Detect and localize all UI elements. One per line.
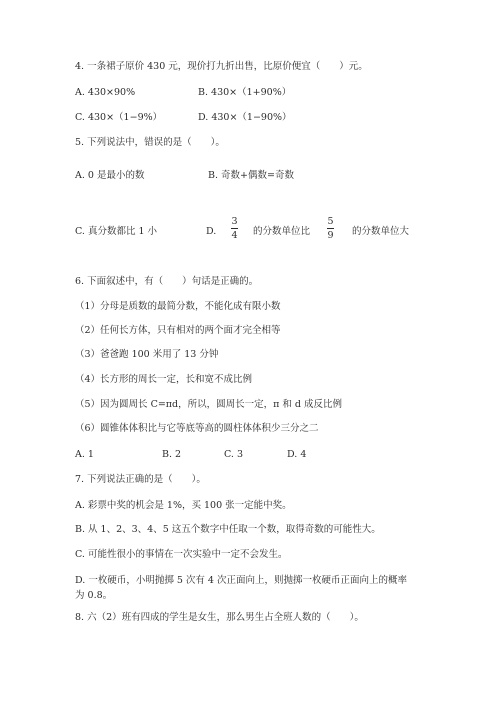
q4-option-c: C. 430×（1−9%） [75,112,163,123]
fraction-five-ninths [327,216,334,241]
q4-stem: 4. 一条裙子原价 430 元，现价打九折出售，比原价便宜（ ）元。 [75,61,368,72]
q7-option-c: C. 可能性很小的事情在一次实验中一定不会发生。 [75,549,288,560]
q6-statement-5: （5）因为圆周长 C=πd，所以，圆周长一定，π 和 d 成反比例 [75,399,343,410]
q7-stem: 7. 下列说法正确的是（ ）。 [75,474,206,485]
q5-option-d-label: D. [206,226,217,237]
fraction-numerator: 5 [327,216,334,227]
q6-option-d: D. 4 [287,449,307,460]
q7-option-b: B. 从 1、2、3、4、5 这五个数字中任取一个数，取得奇数的可能性大。 [75,524,381,535]
q4-option-b: B. 430×（1+90%） [198,87,292,98]
q5-option-c: C. 真分数都比 1 小 [75,226,158,237]
q6-option-a: A. 1 [75,449,94,460]
q5-option-d-middle: 的分数单位比 [253,226,311,237]
fraction-denominator: 9 [327,230,334,241]
q5-option-b: B. 奇数+偶数=奇数 [208,170,294,181]
q6-stem: 6. 下面叙述中，有（ ）句话是正确的。 [75,276,259,287]
fraction-numerator: 3 [231,216,238,227]
q7-option-d-line1: D. 一枚硬币，小明抛掷 5 次有 4 次正面向上，则抛掷一枚硬币正面向上的概率 [75,575,407,586]
q6-statement-6: （6）圆锥体体积比与它等底等高的圆柱体体积少三分之二 [75,423,319,434]
q5-option-a: A. 0 是最小的数 [75,170,145,181]
q5-stem: 5. 下列说法中，错误的是（ ）。 [75,137,225,148]
fraction-denominator: 4 [231,230,238,241]
q6-option-b: B. 2 [162,449,182,460]
q6-statement-3: （3）爸爸跑 100 米用了 13 分钟 [75,349,219,360]
fraction-bar [327,228,334,229]
q7-option-d-line2: 为 0.8。 [75,590,113,601]
q6-option-c: C. 3 [224,449,244,460]
fraction-three-quarters [231,216,238,241]
q4-option-d: D. 430×（1−90%） [198,112,292,123]
q8-stem: 8. 六（2）班有四成的学生是女生，那么男生占全班人数的（ ）。 [75,612,364,623]
q6-statement-4: （4）长方形的周长一定，长和宽不成比例 [75,374,253,385]
fraction-bar [231,228,238,229]
q7-option-a: A. 彩票中奖的机会是 1%，买 100 张一定能中奖。 [75,500,292,511]
q4-option-a: A. 430×90% [75,87,136,98]
q6-statement-2: （2）任何长方体，只有相对的两个面才完全相等 [75,325,281,336]
q6-statement-1: （1）分母是质数的最简分数，不能化成有限小数 [75,301,281,312]
q5-option-d-suffix: 的分数单位大 [352,226,410,237]
